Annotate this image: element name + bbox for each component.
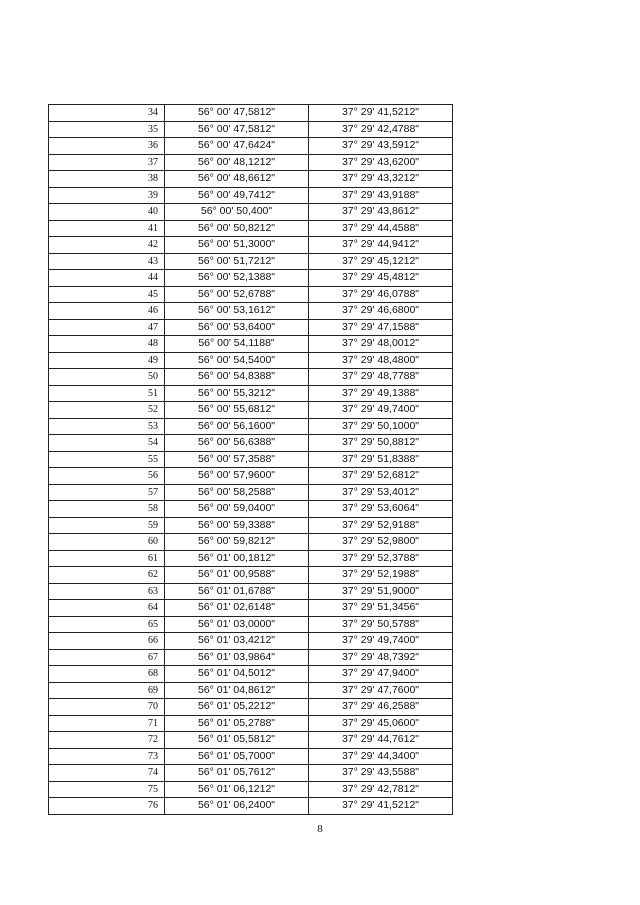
table-row — [49, 418, 453, 435]
longitude-cell: 37° 29' 50,5788" — [309, 616, 453, 633]
point-number-cell: 59 — [49, 517, 165, 534]
longitude-cell: 37° 29' 43,5588" — [309, 765, 453, 782]
point-number-cell: 76 — [49, 798, 165, 815]
longitude-cell: 37° 29' 48,7392" — [309, 649, 453, 666]
table-row — [49, 649, 453, 666]
table-row — [49, 352, 453, 369]
point-number-cell: 60 — [49, 534, 165, 551]
longitude-cell: 37° 29' 45,0600" — [309, 715, 453, 732]
table-row — [49, 336, 453, 353]
longitude-cell: 37° 29' 49,7400" — [309, 402, 453, 419]
table-row — [49, 798, 453, 815]
longitude-cell: 37° 29' 49,1388" — [309, 385, 453, 402]
longitude-cell: 37° 29' 44,9412" — [309, 237, 453, 254]
table-row — [49, 748, 453, 765]
longitude-cell: 37° 29' 43,6200" — [309, 154, 453, 171]
point-number-cell: 68 — [49, 666, 165, 683]
latitude-cell: 56° 00' 50,400" — [165, 204, 309, 221]
longitude-cell: 37° 29' 51,8388" — [309, 451, 453, 468]
longitude-cell: 37° 29' 47,1588" — [309, 319, 453, 336]
longitude-cell: 37° 29' 48,0012" — [309, 336, 453, 353]
longitude-cell: 37° 29' 46,2588" — [309, 699, 453, 716]
latitude-cell: 56° 00' 55,3212" — [165, 385, 309, 402]
longitude-cell: 37° 29' 51,3456" — [309, 600, 453, 617]
table-row — [49, 501, 453, 518]
table-row — [49, 121, 453, 138]
longitude-cell: 37° 29' 43,5912" — [309, 138, 453, 155]
table-row — [49, 732, 453, 749]
point-number-cell: 42 — [49, 237, 165, 254]
longitude-cell: 37° 29' 44,4588" — [309, 220, 453, 237]
point-number-cell: 55 — [49, 451, 165, 468]
coordinates-table-body — [49, 105, 453, 815]
longitude-cell: 37° 29' 45,4812" — [309, 270, 453, 287]
table-row — [49, 765, 453, 782]
point-number-cell: 63 — [49, 583, 165, 600]
table-row — [49, 270, 453, 287]
point-number-cell: 46 — [49, 303, 165, 320]
table-row — [49, 666, 453, 683]
latitude-cell: 56° 01' 02,6148" — [165, 600, 309, 617]
longitude-cell: 37° 29' 47,7600" — [309, 682, 453, 699]
point-number-cell: 39 — [49, 187, 165, 204]
longitude-cell: 37° 29' 53,4012" — [309, 484, 453, 501]
point-number-cell: 48 — [49, 336, 165, 353]
latitude-cell: 56° 00' 59,0400" — [165, 501, 309, 518]
table-row — [49, 633, 453, 650]
table-row — [49, 402, 453, 419]
latitude-cell: 56° 00' 52,1388" — [165, 270, 309, 287]
point-number-cell: 57 — [49, 484, 165, 501]
latitude-cell: 56° 00' 48,6612" — [165, 171, 309, 188]
latitude-cell: 56° 00' 52,6788" — [165, 286, 309, 303]
table-row — [49, 517, 453, 534]
point-number-cell: 74 — [49, 765, 165, 782]
longitude-cell: 37° 29' 45,1212" — [309, 253, 453, 270]
point-number-cell: 70 — [49, 699, 165, 716]
latitude-cell: 56° 00' 51,7212" — [165, 253, 309, 270]
latitude-cell: 56° 01' 06,2400" — [165, 798, 309, 815]
point-number-cell: 73 — [49, 748, 165, 765]
longitude-cell: 37° 29' 53,6064" — [309, 501, 453, 518]
longitude-cell: 37° 29' 43,3212" — [309, 171, 453, 188]
longitude-cell: 37° 29' 51,9000" — [309, 583, 453, 600]
point-number-cell: 62 — [49, 567, 165, 584]
table-row — [49, 303, 453, 320]
table-row — [49, 154, 453, 171]
latitude-cell: 56° 00' 54,8388" — [165, 369, 309, 386]
coordinates-table — [48, 104, 453, 815]
longitude-cell: 37° 29' 48,4800" — [309, 352, 453, 369]
longitude-cell: 37° 29' 52,3788" — [309, 550, 453, 567]
table-row — [49, 369, 453, 386]
point-number-cell: 66 — [49, 633, 165, 650]
table-row — [49, 534, 453, 551]
latitude-cell: 56° 01' 05,7612" — [165, 765, 309, 782]
latitude-cell: 56° 01' 03,9864" — [165, 649, 309, 666]
latitude-cell: 56° 00' 57,3588" — [165, 451, 309, 468]
latitude-cell: 56° 00' 49,7412" — [165, 187, 309, 204]
table-row — [49, 138, 453, 155]
table-row — [49, 468, 453, 485]
latitude-cell: 56° 00' 48,1212" — [165, 154, 309, 171]
table-row — [49, 385, 453, 402]
point-number-cell: 43 — [49, 253, 165, 270]
point-number-cell: 50 — [49, 369, 165, 386]
table-row — [49, 286, 453, 303]
longitude-cell: 37° 29' 42,4788" — [309, 121, 453, 138]
latitude-cell: 56° 00' 59,3388" — [165, 517, 309, 534]
longitude-cell: 37° 29' 48,7788" — [309, 369, 453, 386]
latitude-cell: 56° 01' 06,1212" — [165, 781, 309, 798]
longitude-cell: 37° 29' 43,9188" — [309, 187, 453, 204]
table-row — [49, 550, 453, 567]
latitude-cell: 56° 00' 56,6388" — [165, 435, 309, 452]
longitude-cell: 37° 29' 41,5212" — [309, 105, 453, 122]
table-row — [49, 699, 453, 716]
point-number-cell: 45 — [49, 286, 165, 303]
point-number-cell: 44 — [49, 270, 165, 287]
page-number: 8 — [317, 823, 323, 835]
table-row — [49, 682, 453, 699]
latitude-cell: 56° 01' 00,1812" — [165, 550, 309, 567]
latitude-cell: 56° 00' 47,6424" — [165, 138, 309, 155]
longitude-cell: 37° 29' 44,7612" — [309, 732, 453, 749]
longitude-cell: 37° 29' 52,9800" — [309, 534, 453, 551]
latitude-cell: 56° 01' 00,9588" — [165, 567, 309, 584]
latitude-cell: 56° 00' 55,6812" — [165, 402, 309, 419]
point-number-cell: 56 — [49, 468, 165, 485]
point-number-cell: 67 — [49, 649, 165, 666]
longitude-cell: 37° 29' 42,7812" — [309, 781, 453, 798]
point-number-cell: 36 — [49, 138, 165, 155]
point-number-cell: 72 — [49, 732, 165, 749]
point-number-cell: 49 — [49, 352, 165, 369]
latitude-cell: 56° 01' 05,7000" — [165, 748, 309, 765]
point-number-cell: 52 — [49, 402, 165, 419]
table-row — [49, 171, 453, 188]
table-row — [49, 715, 453, 732]
latitude-cell: 56° 01' 01,6788" — [165, 583, 309, 600]
point-number-cell: 51 — [49, 385, 165, 402]
latitude-cell: 56° 00' 53,6400" — [165, 319, 309, 336]
longitude-cell: 37° 29' 52,6812" — [309, 468, 453, 485]
latitude-cell: 56° 01' 05,5812" — [165, 732, 309, 749]
table-row — [49, 567, 453, 584]
longitude-cell: 37° 29' 49,7400" — [309, 633, 453, 650]
point-number-cell: 75 — [49, 781, 165, 798]
point-number-cell: 65 — [49, 616, 165, 633]
longitude-cell: 37° 29' 44,3400" — [309, 748, 453, 765]
point-number-cell: 64 — [49, 600, 165, 617]
table-row — [49, 105, 453, 122]
point-number-cell: 54 — [49, 435, 165, 452]
longitude-cell: 37° 29' 52,9188" — [309, 517, 453, 534]
longitude-cell: 37° 29' 50,8812" — [309, 435, 453, 452]
table-row — [49, 600, 453, 617]
latitude-cell: 56° 00' 54,5400" — [165, 352, 309, 369]
point-number-cell: 41 — [49, 220, 165, 237]
latitude-cell: 56° 01' 05,2788" — [165, 715, 309, 732]
table-row — [49, 583, 453, 600]
latitude-cell: 56° 01' 03,4212" — [165, 633, 309, 650]
point-number-cell: 58 — [49, 501, 165, 518]
latitude-cell: 56° 01' 04,8612" — [165, 682, 309, 699]
latitude-cell: 56° 00' 58,2588" — [165, 484, 309, 501]
latitude-cell: 56° 00' 50,8212" — [165, 220, 309, 237]
point-number-cell: 47 — [49, 319, 165, 336]
longitude-cell: 37° 29' 47,9400" — [309, 666, 453, 683]
latitude-cell: 56° 00' 53,1612" — [165, 303, 309, 320]
table-row — [49, 204, 453, 221]
table-row — [49, 319, 453, 336]
point-number-cell: 61 — [49, 550, 165, 567]
table-row — [49, 187, 453, 204]
table-row — [49, 237, 453, 254]
point-number-cell: 53 — [49, 418, 165, 435]
latitude-cell: 56° 01' 03,0000" — [165, 616, 309, 633]
latitude-cell: 56° 01' 04,5012" — [165, 666, 309, 683]
point-number-cell: 40 — [49, 204, 165, 221]
longitude-cell: 37° 29' 43,8612" — [309, 204, 453, 221]
table-row — [49, 253, 453, 270]
longitude-cell: 37° 29' 41,5212" — [309, 798, 453, 815]
latitude-cell: 56° 00' 59,8212" — [165, 534, 309, 551]
point-number-cell: 34 — [49, 105, 165, 122]
table-row — [49, 435, 453, 452]
longitude-cell: 37° 29' 46,0788" — [309, 286, 453, 303]
longitude-cell: 37° 29' 52,1988" — [309, 567, 453, 584]
latitude-cell: 56° 00' 57,9600" — [165, 468, 309, 485]
table-row — [49, 484, 453, 501]
point-number-cell: 38 — [49, 171, 165, 188]
point-number-cell: 71 — [49, 715, 165, 732]
longitude-cell: 37° 29' 46,6800" — [309, 303, 453, 320]
latitude-cell: 56° 00' 47,5812" — [165, 121, 309, 138]
point-number-cell: 37 — [49, 154, 165, 171]
table-row — [49, 616, 453, 633]
point-number-cell: 69 — [49, 682, 165, 699]
point-number-cell: 35 — [49, 121, 165, 138]
table-row — [49, 451, 453, 468]
table-row — [49, 781, 453, 798]
latitude-cell: 56° 00' 51,3000" — [165, 237, 309, 254]
longitude-cell: 37° 29' 50,1000" — [309, 418, 453, 435]
latitude-cell: 56° 01' 05,2212" — [165, 699, 309, 716]
latitude-cell: 56° 00' 54,1188" — [165, 336, 309, 353]
latitude-cell: 56° 00' 56,1600" — [165, 418, 309, 435]
latitude-cell: 56° 00' 47,5812" — [165, 105, 309, 122]
table-row — [49, 220, 453, 237]
